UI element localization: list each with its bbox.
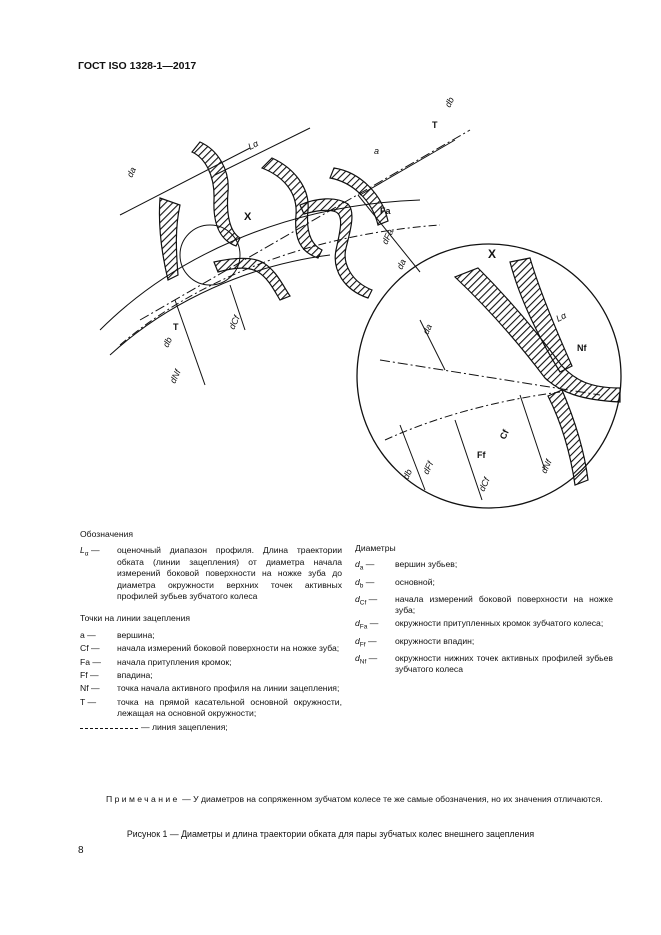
label-x-detail: X — [488, 247, 497, 261]
page-number: 8 — [78, 845, 84, 856]
label-l-alpha-detail: Lα — [554, 310, 568, 324]
label-dnf-detail: dNf — [538, 457, 554, 475]
lower-gear-teeth — [214, 199, 372, 300]
diameter-row: $d_{Nf}$ — окружности нижних точек активных профилей зубьев зубчатого колеса — [355, 652, 613, 675]
label-dnf-main: dNf — [167, 367, 183, 385]
label-nf: Nf — [577, 343, 587, 353]
detail-lower-tooth — [548, 390, 588, 485]
label-dcf-detail: dCf — [476, 475, 492, 493]
gear-mesh-figure — [0, 80, 661, 530]
note-text: — У диаметров на сопряженном зубчатом колесе те же самые обозначения, но их значения отличаются. — [182, 794, 603, 804]
label-dfa: dFa — [379, 227, 396, 246]
label-ff: Ff — [477, 450, 486, 460]
diameters-title: Диаметры — [355, 543, 396, 553]
label-fa: Fa — [380, 206, 391, 216]
document-header: ГОСТ ISO 1328-1—2017 — [78, 60, 197, 72]
label-l-alpha-top: Lα — [246, 138, 260, 152]
detail-marker-circle — [180, 225, 240, 285]
point-row: a — вершина; — [80, 629, 155, 640]
diameter-row: $d_{Ff}$ — окружности впадин; — [355, 635, 475, 649]
diameter-row: $d_{Cf}$ — начала измерений боковой поверхности на ножке зуба; — [355, 593, 613, 616]
points-title: Точки на линии зацепления — [80, 613, 191, 624]
label-dff: dFf — [420, 459, 436, 476]
label-cf: Cf — [497, 428, 511, 441]
point-row: Fa — начала притупления кромок; — [80, 656, 232, 667]
label-db-main: db — [160, 335, 175, 349]
point-row: Ff — впадина; — [80, 670, 153, 681]
legend-row-l-alpha: $L_\alpha$ — оценочный диапазон профиля. Длина траектории обката (линии зацепления) от диаметра начала измерений боковой поверхности на ножке зуба до диаметра окружности верхних точек активных профилей зубьев зубчатого колеса — [80, 545, 342, 602]
label-t-bottom: T — [173, 322, 179, 332]
label-db-top: db — [442, 95, 457, 109]
legend-title: Обозначения — [80, 529, 134, 539]
figure-note — [80, 794, 613, 805]
label-da-left: da — [124, 165, 139, 179]
point-row: Cf — начала измерений боковой поверхности на ножке зуба; — [80, 643, 340, 654]
note-label: Примечание — [106, 794, 180, 804]
diameter-row: $d_a$ — вершин зубьев; — [355, 559, 458, 573]
label-x-main: X — [244, 211, 252, 223]
label-da-detail: da — [420, 322, 435, 336]
label-dcf-main: dCf — [226, 313, 242, 331]
figure-labels — [125, 96, 588, 493]
point-row: T — точка на прямой касательной основной окружности, лежащая на основной окружности; — [80, 696, 342, 719]
legend-left-column — [80, 529, 342, 735]
diameter-row: $d_{Fa}$ — окружности притупленных кромок зубчатого колеса; — [355, 618, 604, 632]
main-drawing — [100, 128, 621, 508]
label-a: a — [374, 146, 380, 156]
line-of-action-legend: — линия зацепления; — [80, 722, 342, 733]
legend-right-column — [355, 543, 613, 678]
point-row: Nf — точка начала активного профиля на линии зацепления; — [80, 683, 340, 694]
label-db-detail: db — [400, 467, 415, 481]
figure-caption: Рисунок 1 — Диаметры и длина траектории обката для пары зубчатых колес внешнего зацепления — [126, 829, 535, 839]
label-da-right: da — [394, 257, 409, 271]
diameter-row: $d_b$ — основной; — [355, 576, 435, 590]
detail-upper-tooth — [455, 258, 620, 402]
label-t-top: T — [432, 120, 438, 130]
